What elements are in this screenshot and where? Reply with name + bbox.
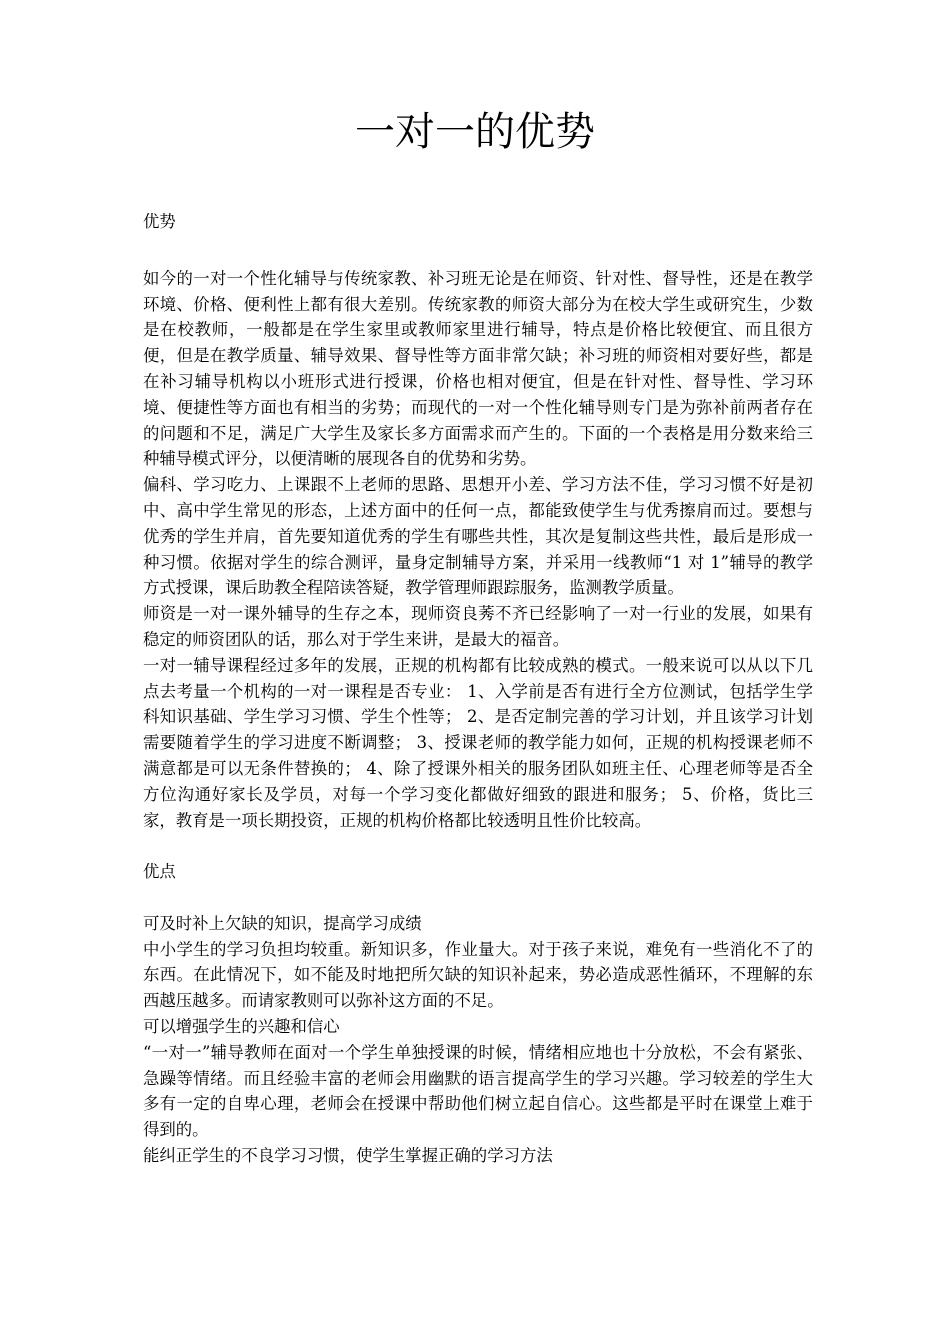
advantages-paragraph-1: 如今的一对一个性化辅导与传统家教、补习班无论是在师资、针对性、督导性，还是在教学环境、价格、便利性上都有很大差别。传统家教的师资大部分为在校大学生或研究生，少数是在校教师，一般都是在学生家里或教师家里进行辅导，特点是价格比较便宜、而且很方便，但是在教学质量、辅导效果、督导性等方面非常欠缺；补习班的师资相对要好些，都是在补习辅导机构以小班形式进行授课，价格也相对便宜，但是在针对性、督导性、学习环境、便捷性等方面也有相当的劣势；而现代的一对一个性化辅导则专门是为弥补前两者存在的问题和不足，满足广大学生及家长多方面需求而产生的。下面的一个表格是用分数来给三种辅导模式评分，以便清晰的展现各自的优势和劣势。 [143, 268, 813, 469]
merit-2-body: “一对一”辅导教师在面对一个学生单独授课的时候，情绪相应地也十分放松，不会有紧张、急躁等情绪。而且经验丰富的老师会用幽默的语言提高学生的学习兴趣。学习较差的学生大多有一定的自卑心理，老师会在授课中帮助他们树立起自信心。这些都是平时在课堂上难于得到的。 [143, 1042, 813, 1140]
spacer [143, 235, 813, 266]
document-title: 一对一的优势 [355, 109, 595, 155]
merit-1-heading: 可及时补上欠缺的知识，提高学习成绩 [143, 913, 422, 933]
merit-1-body: 中小学生的学习负担均较重。新知识多，作业量大。对于孩子来说，难免有一些消化不了的东西。在此情况下，如不能及时地把所欠缺的知识补起来，势必造成恶性循环，不理解的东西越压越多。而请家教则可以弥补这方面的不足。 [143, 939, 813, 1011]
advantages-paragraph-2: 偏科、学习吃力、上课跟不上老师的思路、思想开小差、学习方法不佳，学习习惯不好是初中、高中学生常见的形态，上述方面中的任何一点，都能致使学生与优秀擦肩而过。要想与优秀的学生并肩，首先要知道优秀的学生有哪些共性，其次是复制这些共性，最后是形成一种习惯。依据对学生的综合测评，量身定制辅导方案，并采用一线教师“1 对 1”辅导的教学方式授课，课后助教全程陪读答疑，教学管理师跟踪服务，监测教学质量。 [143, 475, 813, 598]
advantages-paragraph-4: 一对一辅导课程经过多年的发展，正规的机构都有比较成熟的模式。一般来说可以从以下几点去考量一个机构的一对一课程是否专业： 1、入学前是否有进行全方位测试，包括学生学科知识基础、学生学习习惯、学生个性等； 2、是否定制完善的学习计划，并且该学习计划需要随着学生的学习进度不断调整； 3、授课老师的教学能力如何，正规的机构授课老师不满意都是可以无条件替换的； 4、除了授课外相关的服务团队如班主任、心理老师等是否全方位沟通好家长及学员，对每一个学习变化都做好细致的跟进和服务； 5、价格，货比三家，教育是一项长期投资，正规的机构价格都比较透明且性价比较高。 [143, 655, 813, 830]
merit-2-heading: 可以增强学生的兴趣和信心 [143, 1016, 340, 1036]
merit-3-heading: 能纠正学生的不良学习习惯，使学生掌握正确的学习方法 [143, 1145, 553, 1165]
section-heading-advantages: 优势 [143, 212, 176, 231]
section-heading-merits: 优点 [143, 862, 176, 882]
document-body [143, 209, 813, 1169]
spacer [143, 885, 813, 911]
advantages-paragraph-3: 师资是一对一课外辅导的生存之本，现师资良莠不齐已经影响了一对一行业的发展，如果有稳定的师资团队的话，那么对于学生来讲，是最大的福音。 [143, 604, 813, 649]
spacer [143, 833, 813, 859]
